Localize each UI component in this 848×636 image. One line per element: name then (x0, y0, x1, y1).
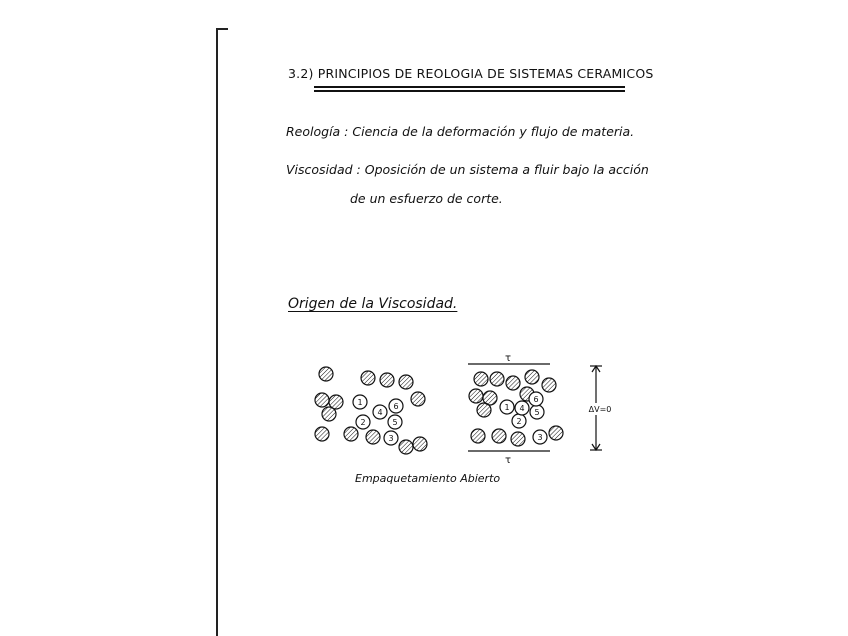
particle-label: 3 (537, 433, 543, 442)
hatched-particle (506, 376, 520, 390)
hatched-particle (511, 432, 525, 446)
particle-label: 2 (516, 417, 522, 426)
left-margin-line (216, 28, 218, 636)
particle-label: 6 (533, 395, 539, 404)
particle-label: 5 (534, 408, 540, 417)
hatched-particle (525, 370, 539, 384)
diagram-caption: Empaquetamiento Abierto (355, 472, 501, 485)
particle-label: 3 (388, 434, 394, 443)
particle-label: 2 (360, 418, 366, 427)
hatched-particle (315, 393, 329, 407)
hatched-particle (471, 429, 485, 443)
section-title: 3.2) PRINCIPIOS DE REOLOGIA DE SISTEMAS CERAMICOS (288, 66, 654, 81)
particle-label: 1 (357, 398, 363, 407)
particle-label: 6 (393, 402, 399, 411)
hatched-particle (344, 427, 358, 441)
hatched-particle (477, 403, 491, 417)
hatched-particle (315, 427, 329, 441)
definition-viscosity: Viscosidad : Oposición de un sistema a fluir bajo la acción (286, 162, 649, 177)
definition-rheology: Reología : Ciencia de la deformación y flujo de materia. (286, 124, 635, 139)
hatched-particle (474, 372, 488, 386)
hatched-particle (366, 430, 380, 444)
hatched-particle (542, 378, 556, 392)
hatched-particle (469, 389, 483, 403)
hatched-particle (413, 437, 427, 451)
hatched-particle (492, 429, 506, 443)
title-underline-2 (314, 90, 625, 92)
title-underline-1 (314, 86, 625, 88)
hatched-particle (399, 440, 413, 454)
particle-label: 1 (504, 403, 510, 412)
corner-mark (216, 28, 228, 30)
particle-label: 4 (377, 408, 383, 417)
particle-label: 4 (519, 404, 525, 413)
hatched-particle (399, 375, 413, 389)
left-cluster (315, 367, 427, 454)
hatched-particle (361, 371, 375, 385)
shear-stress-top-label: τ (504, 353, 512, 364)
hatched-particle (380, 373, 394, 387)
particle-label: 5 (392, 418, 398, 427)
hatched-particle (490, 372, 504, 386)
velocity-label: ΔV=0 (588, 405, 612, 414)
hatched-particle (411, 392, 425, 406)
hatched-particle (322, 407, 336, 421)
particle-packing-diagram (300, 350, 630, 465)
right-cluster (468, 364, 563, 451)
subtitle-origin-viscosity: Origen de la Viscosidad. (288, 296, 458, 312)
definition-viscosity-continuation: de un esfuerzo de corte. (350, 191, 503, 206)
hatched-particle (549, 426, 563, 440)
shear-stress-bottom-label: τ (504, 455, 512, 465)
hatched-particle (319, 367, 333, 381)
